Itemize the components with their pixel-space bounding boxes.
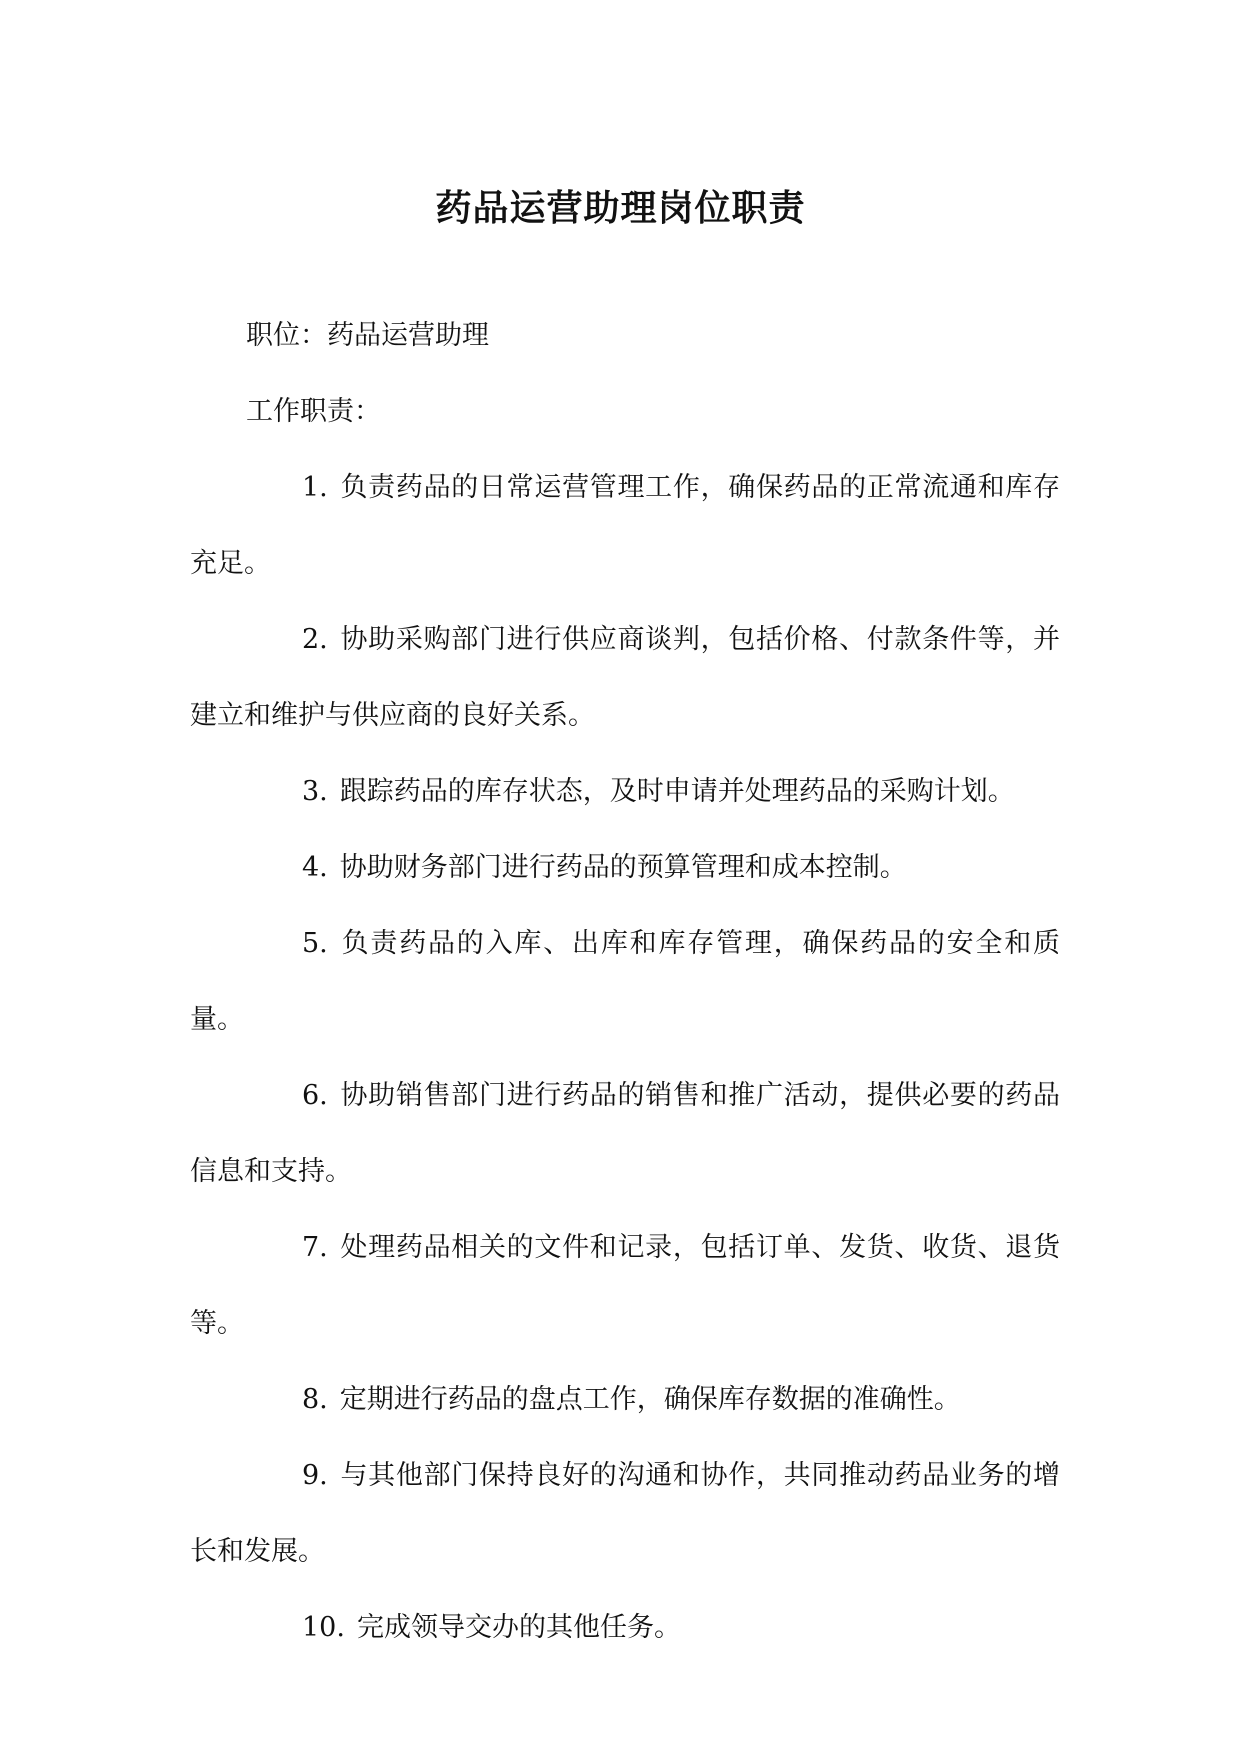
duty-number: 1. bbox=[302, 472, 328, 503]
duty-number: 6. bbox=[302, 1080, 328, 1111]
duty-text: 处理药品相关的文件和记录，包括订单、发货、收货、退货等。 bbox=[190, 1232, 1060, 1339]
duty-text: 协助销售部门进行药品的销售和推广活动，提供必要的药品信息和支持。 bbox=[190, 1080, 1060, 1187]
document-title: 药品运营助理岗位职责 bbox=[435, 187, 806, 229]
duty-item bbox=[190, 830, 1060, 906]
duty-number: 5. bbox=[302, 928, 328, 959]
duty-text: 完成领导交办的其他任务。 bbox=[356, 1612, 681, 1643]
duty-number: 9. bbox=[302, 1460, 328, 1491]
duty-text: 与其他部门保持良好的沟通和协作，共同推动药品业务的增长和发展。 bbox=[190, 1460, 1060, 1567]
duty-item bbox=[190, 1058, 1060, 1210]
duty-text: 协助采购部门进行供应商谈判，包括价格、付款条件等，并建立和维护与供应商的良好关系。 bbox=[190, 624, 1060, 731]
duty-text: 定期进行药品的盘点工作，确保库存数据的准确性。 bbox=[339, 1384, 961, 1415]
duties-heading: 工作职责： bbox=[246, 396, 381, 427]
duty-number: 3. bbox=[302, 776, 328, 807]
duty-item bbox=[190, 1590, 1060, 1666]
duty-item bbox=[190, 754, 1060, 830]
duty-number: 4. bbox=[302, 852, 328, 883]
duty-item bbox=[190, 602, 1060, 754]
duty-item bbox=[190, 906, 1060, 1058]
duty-item bbox=[190, 1438, 1060, 1590]
duty-item bbox=[190, 1210, 1060, 1362]
position-line: 职位：药品运营助理 bbox=[246, 320, 489, 351]
duty-number: 7. bbox=[302, 1232, 328, 1263]
duty-number: 8. bbox=[302, 1384, 328, 1415]
document-body bbox=[190, 298, 1060, 1666]
duty-item bbox=[190, 450, 1060, 602]
duty-text: 负责药品的日常运营管理工作，确保药品的正常流通和库存充足。 bbox=[190, 472, 1060, 579]
duty-number: 10. bbox=[302, 1612, 345, 1643]
duty-text: 协助财务部门进行药品的预算管理和成本控制。 bbox=[339, 852, 907, 883]
duty-item bbox=[190, 1362, 1060, 1438]
duty-number: 2. bbox=[302, 624, 328, 655]
duty-text: 跟踪药品的库存状态，及时申请并处理药品的采购计划。 bbox=[339, 776, 1015, 807]
duty-text: 负责药品的入库、出库和库存管理，确保药品的安全和质量。 bbox=[190, 928, 1060, 1035]
